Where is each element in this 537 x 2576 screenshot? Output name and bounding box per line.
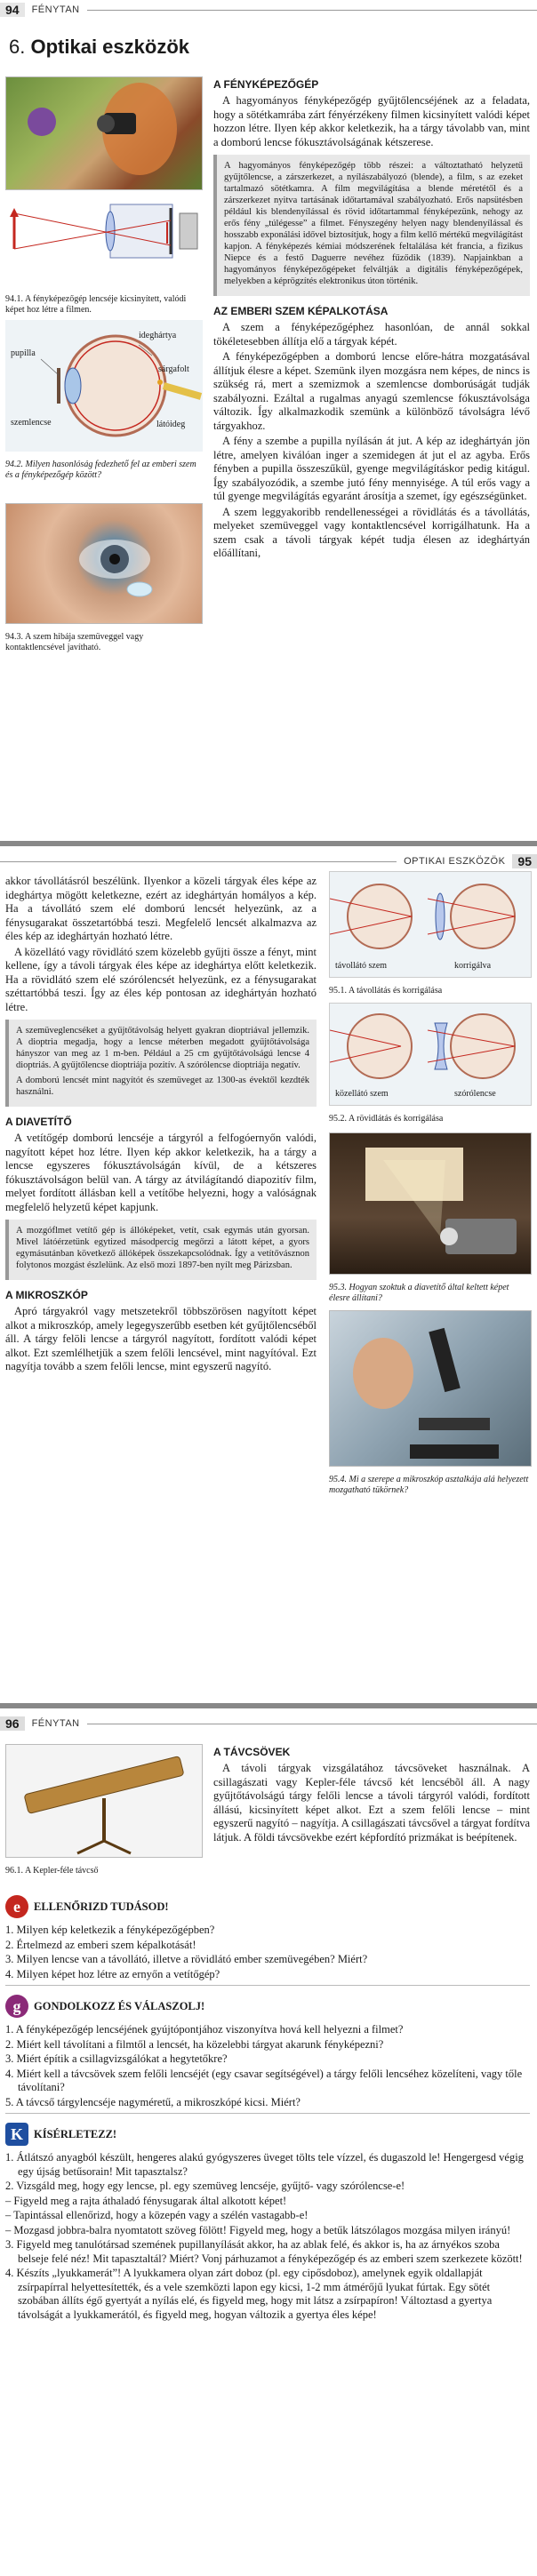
microscope-illustration <box>330 1311 533 1468</box>
divider <box>5 1985 530 1986</box>
eye-lens <box>65 368 81 404</box>
label-tavollato: távollátó szem <box>335 961 388 971</box>
label-pupilla: pupilla <box>11 348 36 358</box>
optic-nerve <box>164 386 201 396</box>
page-header <box>0 1716 537 1732</box>
eye-right <box>451 884 515 948</box>
check-knowledge-icon: e <box>5 1895 28 1918</box>
farsight-paragraph: akkor távollátásról beszélünk. Ilyenkor a közeli tárgyak éles képe az ideghártya mögött keletkezne, ezért az ideghártyán homályos a kép. Ha a távollátó szem elé domború lencsét helyezünk, az a fénysugarakat összetartóbbá teszi. Megfelelő lencsét alkalmazva az éles kép az ideghártyán hozható létre. <box>5 875 317 942</box>
label-korrigalva: korrigálva <box>454 961 492 971</box>
caption-camera: 94.1. A fényképezőgép lencséje kicsinyített, valódi képet hoz létre a filmen. <box>5 294 187 315</box>
eye-left <box>348 884 412 948</box>
camera-box <box>110 204 172 258</box>
list-item: 2. Értelmezd az emberi szem képalkotását! <box>5 1938 196 1951</box>
telescope-section <box>213 1740 530 1846</box>
box-experiment-list <box>5 2151 530 2322</box>
pupil-photo <box>109 554 120 564</box>
caption-eye: 94.2. Milyen hasonlóság fedezhető fel az emberi szem és a fényképezőgép között? <box>5 460 196 480</box>
box-check-list <box>5 1924 530 1981</box>
box-experiment-title: KÍSÉRLETEZZ! <box>34 2127 117 2140</box>
film-roll <box>180 213 197 249</box>
eye-paragraph-3: A fény a szembe a pupilla nyílásán át jut. A kép az ideghártyán jön létre, amelyen kiválóan inger a szemidegen át jut el az agyba. Erős fényben a pupilla összeszűkül, gyenge megvilágításkor pedig kitágul. Így szabályozódik, a szembe jutó fény mennyisége. A túl erős vagy a túl gyenge megvilágítás egyaránt árosítja a szemet, így egészségünket. <box>213 435 530 502</box>
list-item: 1. Átlátszó anyagból készült, hengeres alakú gyógyszeres üveget tölts tele vízzel, és dugaszold le! Hengergesd végig egy újság betűsorain! Mit tapasztalsz? <box>5 2151 524 2178</box>
list-item: 2. Vizsgáld meg, hogy egy lencse, pl. egy szemüveg lencséje, gyűjtő- vagy szórólencse-e! <box>5 2180 405 2192</box>
camera-diagram <box>5 196 203 284</box>
tripod-leg-2 <box>104 1841 131 1853</box>
page-number: 95 <box>512 854 537 868</box>
microscope-stage <box>419 1418 490 1430</box>
camera-lens-shape <box>97 115 115 132</box>
label-line-pupilla <box>41 359 59 375</box>
farsight-ray-diagram <box>330 872 533 961</box>
box-think-header <box>5 1995 530 2018</box>
heading-microscope: A MIKROSZKÓP <box>5 1289 88 1301</box>
heading-projector: A DIAVETÍTŐ <box>5 1116 72 1128</box>
caption-micro: 95.4. Mi a szerepe a mikroszkóp asztalkája alá helyezett mozgatható tükörnek? <box>329 1475 529 1495</box>
label-kozellato: közellátó szem <box>335 1089 389 1099</box>
list-item: 1. Milyen kép keletkezik a fényképezőgépben? <box>5 1924 215 1936</box>
caption-tele: 96.1. A Kepler-féle távcső <box>5 1866 99 1876</box>
contact-lens <box>127 582 152 596</box>
telescope-illustration <box>6 1745 204 1859</box>
list-item: 2. Miért kell távolítani a filmtől a lencsét, ha közelebbi tárgyat akarunk fényképezni? <box>5 2037 384 2051</box>
list-item: – Figyeld meg a rajta áthaladó fénysugarak által alkotott képet! <box>5 2194 287 2207</box>
camera-photo <box>5 76 203 190</box>
microscope-paragraph: Apró tárgyakról vagy metszetekről többszörösen nagyított képet alkot a mikroszkóp, amely legegyszerűbb esetben két gyűjtőlencséből áll. A tárgy felöli lencse a tárgyról nagyított, fordított valódi képet alkot. Ezt szemlélhetjük a szem felőli lencsével, mint nagyítóval. Ezt nagyítja tovább a szem felőli lencse, mint egyszerű nagyító. <box>5 1305 317 1372</box>
list-item: 4. Készíts „lyukkamerát”! A lyukkamera olyan zárt doboz (pl. egy cipősdoboz), amelynek egyik oldallapját zsírpapírral helyettesítették, és a vele szemközti lapon egy kicsi, 1-2 mm átmérőjű lyukat fúrtak. Egy sötét szobában állíts égő gyertyát a nyílás elé, és figyeld meg, hogy mit látsz a zsírpapíron! Változtasd a gyertya távolságát a lyukkamerától, és figyeld meg, hogyan változik a gyertya éles képe! <box>5 2267 493 2321</box>
microscope-photo <box>329 1310 532 1467</box>
cinema-note: A mozgóflmet vetítő gép is állóképeket, vetít, csak egymás után gyorsan. Mivel látóérzetünk egytized másodpercig megőrzi a látott képet, a gyors egymásutánban következő állóképek összekapcsolódnak. Így a vetítővásznon folytonos mozgást észlelünk. Az első mozi 1897-ben nyílt meg Párizsban. <box>5 1220 317 1280</box>
farsight-diagram <box>329 871 532 978</box>
camera-paragraph: A hagyományos fényképezőgép gyűjtőlencséjének az a feladata, hogy a sötétkamrába zárt fényérzékeny filmen kicsinyített valódi képet hozzon létre. Ilyen kép akkor keletkezik, ha a tárgy távolabb van, mint a domború lencse fókusztávolságának kétszerese. <box>213 94 530 148</box>
eye-closeup <box>6 504 204 625</box>
eye-right <box>451 1014 515 1078</box>
label-szemlencse: szemlencse <box>11 418 52 428</box>
section-label: OPTIKAI ESZKÖZÖK <box>404 856 506 867</box>
section-label: FÉNYTAN <box>31 4 80 15</box>
heading-telescope: A TÁVCSÖVEK <box>213 1746 291 1758</box>
caption-far: 95.1. A távollátás és korrigálása <box>329 986 443 996</box>
label-latoideg: látóideg <box>156 420 186 429</box>
telescope-paragraph: A távoli tárgyak vizsgálatához távcsöveket használnak. A csillagászati vagy Kepler-féle távcső két lencsébõl áll. A nagy gyűjtőtávolságú tárgy felőli lencse a távoli tárgyról valódi, fordított állású, kicsinyített képet alkot. Ezt a szem felőli lencse – mint egyszerű nagyító – nagyítja. A csillagászati távcsővel a tárgyat fordítva látjuk. A földi távcsövekbe ezért képfordító prizmákat is beépítenek. <box>213 1762 530 1844</box>
right-column-94 <box>213 73 530 563</box>
camera-note: A hagyományos fényképezőgép több részei: a változtatható helyzetű gyűjtőlencse, a zárszerkezet, a nyílászabályozó (blende), a film, s az ezeket tartalmazó sötétkamra. A film megvilágítása a blende méretétől és a zárszerkezet nyitva tartásának időtartamával szabályozható. Erős napsütésben például kis blendenyílással és rövid időtartammal fényképezünk, nehogy az erős fény „túlégesse” a filmet. Fényszegény helyen nagy blendenyílással és hosszabb exponálási idővel biztosítjuk, hogy a film kellő mértékű megvilágítást kapjon. A fényképezés kémiai módszerének feltalálása két francia, a fizikus Niepce és a festő Daguerre nevéhez fűződik (1839). Napjainkban a hagyományos fényképezőgépeket felváltják a digitális fényképezőgépek, melyekben a képrögzítés elektronikus úton történik. <box>213 155 530 296</box>
list-item: – Mozgasd jobbra-balra nyomtatott szöveg fölött! Figyeld meg, hogy a betűk látszólagos mozgása milyen irányú! <box>5 2223 511 2236</box>
list-item: 5. A távcső tárgylencséje nagyméretű, a mikroszkópé kicsi. Miért? <box>5 2095 301 2108</box>
page-header <box>0 853 537 869</box>
label-sargafolt: sárgafolt <box>158 364 189 374</box>
chapter-title: 6. Optikai eszközök <box>9 36 189 58</box>
eye-paragraph-1: A szem a fényképezőgéphez hasonlóan, de annál sokkal tökéletesebben állítja elő a tárgyak képét. <box>213 321 530 348</box>
macula <box>157 380 163 385</box>
nearsight-diagram <box>329 1003 532 1106</box>
eye-paragraph-4: A szem leggyakoribb rendellenességei a rövidlátás és a távollátás, melyeket szemüveggel vagy kontaktlencsével korrigálhatunk. Ha a szem csak a távoli tárgyak képét tudja élesen az ideghártyán előállítani, <box>213 505 530 559</box>
heading-camera: A FÉNYKÉPEZŐGÉP <box>213 78 319 91</box>
camera-photo-illustration <box>6 77 204 191</box>
projector-lens <box>440 1228 458 1245</box>
heading-eye: AZ EMBERI SZEM KÉPALKOTÁSA <box>213 305 389 317</box>
projector-illustration <box>330 1133 533 1276</box>
list-item: 4. Milyen képet hoz létre az ernyőn a vetítőgép? <box>5 1967 220 1980</box>
concave-lens <box>435 1023 447 1069</box>
list-item: – Tapintással ellenőrizd, hogy a közepén vagy a szélén vastagabb-e! <box>5 2209 309 2221</box>
student-shape <box>353 1338 413 1409</box>
list-item: 3. Milyen lencse van a távollátó, illetve a rövidlátó ember szemüvegében? Miért? <box>5 1953 368 1965</box>
camera-ray-diagram <box>5 196 203 284</box>
page-number: 94 <box>0 3 25 17</box>
list-item: 4. Miért kell a távcsövek szem felőli lencséjét (egy csavar segítségével) a tárgy felőli lencséhez közelíteni, vagy tőle távolítani? <box>5 2067 523 2093</box>
microscope-base <box>410 1444 499 1459</box>
header-rule <box>0 861 397 862</box>
page-95 <box>0 841 537 1703</box>
eye-paragraph-2: A fényképezőgépben a domború lencse előre-hátra mozgatásával állítjuk élesre a képet. Szemünk ilyen mozgásra nem képes, de nincs is szükség rá, mert a szemizmok a szemlencse domborúságát tudják szabályozni. Ezáltal a rugalmas anyagú szemlencse fókusztávolsága változik. Így alkalmazkodik szemünk a különböző távolságra lévő tárgyakhoz. <box>213 350 530 432</box>
flower-shape <box>28 108 56 136</box>
header-rule <box>87 10 537 11</box>
box-experiment-header <box>5 2123 530 2146</box>
diopter-note: A szemüveglencséket a gyűjtőtávolság helyett gyakran dioptriával jellemzik. A dioptria megadja, hogy a lencse méterben megadott gyűjtőtávolsága hányszor van meg az 1 m-ben. Például a 25 cm gyűjtőtávolságú lencse 4 dioptriás. A gyűjtőlencse dioptriája pozitív. A szórólencse dioptriája negatív. A domború lencsét mint nagyítót és szemüveget az 1300-as évektől kezdték használni. <box>5 1020 317 1107</box>
list-item: 3. Miért építik a csillagvizsgálókat a hegytetőkre? <box>5 2052 228 2065</box>
list-item: 1. A fényképezőgép lencséjének gyújtópontjához viszonyítva hová kell helyezni a filmet? <box>5 2023 404 2036</box>
box-check-header <box>5 1895 530 1918</box>
nearsight-ray-diagram <box>330 1004 533 1089</box>
contact-lens-photo <box>5 503 203 624</box>
page-header <box>0 2 537 18</box>
experiment-icon: K <box>5 2123 28 2146</box>
box-think-list <box>5 2023 530 2109</box>
label-szorolencse: szórólencse <box>454 1089 496 1099</box>
nearsight-paragraph: A közellátó vagy rövidlátó szem közelebb gyűjti össze a fényt, mint kellene, így a távoli tárgyak éles képe az ideghártya előtt keletkezik. Ha a rövidlátó szem elé szórólencsét helyezünk, ez a fénysugarakat széttartóbbá teszi. Így az éles kép pontosan az ideghártyán hozható létre. <box>5 945 317 1013</box>
eye-diagram <box>5 320 203 452</box>
tripod-leg-1 <box>77 1841 104 1853</box>
caption-lens: 94.3. A szem hibája szemüveggel vagy kontaktlencsével javítható. <box>5 632 144 652</box>
page-number: 96 <box>0 1716 25 1731</box>
left-column-95 <box>5 875 317 1376</box>
projector-photo <box>329 1132 532 1275</box>
object-arrow-head <box>10 208 19 217</box>
projector-paragraph: A vetítőgép domború lencséje a tárgyról a felfogóernyőn valódi, nagyított képet hoz létre. Ilyen kép akkor keletkezik, ha a tárgy a lencse egyszeres fókusztávolságán kívül, de a kétszeres fókusztávolságon belül van. A tárgy az átvilágítandó diapozitív film, melyet fordított állásban kell a vetítőbe helyezni, hogy a valóságnak megfelelő helyzetű képet kapjunk. <box>5 1132 317 1213</box>
microscope-tube <box>429 1328 461 1392</box>
box-think-title: GONDOLKOZZ ÉS VÁLASZOLJ! <box>34 1999 205 2012</box>
page-94 <box>0 0 537 841</box>
caption-near: 95.2. A rövidlátás és korrigálása <box>329 1114 444 1124</box>
label-ideghartya: ideghártya <box>139 331 177 340</box>
think-answer-icon: g <box>5 1995 28 2018</box>
section-label: FÉNYTAN <box>31 1718 80 1729</box>
page-96 <box>0 1703 537 2576</box>
exercise-boxes <box>5 1886 530 2323</box>
telescope-photo <box>5 1744 203 1858</box>
caption-proj: 95.3. Hogyan szoktuk a diavetítő által keltett képet élesre állítani? <box>329 1283 509 1303</box>
eye-left <box>348 1014 412 1078</box>
divider <box>5 2113 530 2114</box>
box-check-title: ELLENŐRIZD TUDÁSOD! <box>34 1900 169 1913</box>
list-item: 3. Figyeld meg tanulótársad szemének pupillanyílását akkor, ha az ablak felé, és akkor is, ha az árnyékos szoba belseje felé néz! Mit tapasztaltál? Miért? Vonj párhuzamot a fényképezőgép és az emberi szem szerkezete között! <box>5 2238 523 2265</box>
